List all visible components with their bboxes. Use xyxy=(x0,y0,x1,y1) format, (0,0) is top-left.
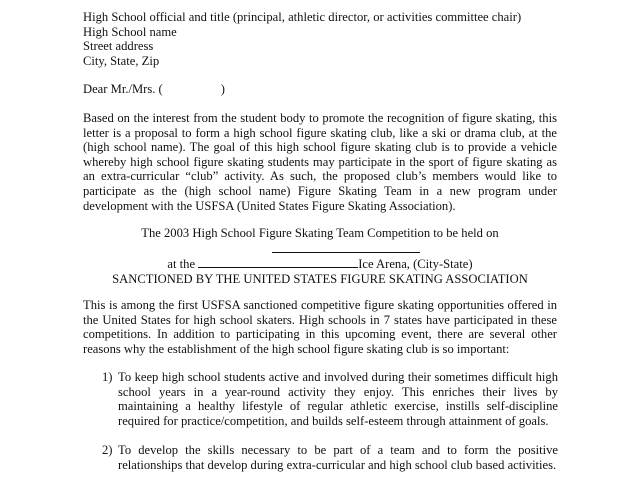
venue-prefix: at the xyxy=(167,257,199,272)
paragraph-line: reasons why the establishment of the high school figure skating club is so important: xyxy=(83,341,510,356)
competition-announcement xyxy=(83,226,557,286)
competition-heading: The 2003 High School Figure Skating Team Competition to be held on xyxy=(141,226,499,240)
paragraph-line: participate as the (high school name) Figure Skating Team in a new program under xyxy=(83,183,557,198)
paragraph-opportunity xyxy=(83,298,557,356)
paragraph-line: letter is a proposal to form a high school figure skating club, like a ski or drama club, at the xyxy=(83,125,557,140)
salutation-prefix: Dear Mr./Mrs. ( xyxy=(83,82,163,96)
salutation xyxy=(83,82,557,97)
reason-line: required for practice/competition, and builds self-esteem through attainment of goals. xyxy=(118,413,549,428)
address-city-state-zip: City, State, Zip xyxy=(83,53,160,68)
salutation-suffix: ) xyxy=(220,82,225,96)
reason-item-1 xyxy=(102,370,558,428)
paragraph-line: whereby high school figure skating students may participate in the sport of figure skating as xyxy=(83,154,557,169)
paragraph-line: the United States for high school skaters. High schools in 7 states have participated in these xyxy=(83,312,557,327)
address-school-name: High School name xyxy=(83,24,177,39)
reason-line: relationships that develop during extra-curricular and high school club based activities. xyxy=(118,457,557,472)
date-blank-line xyxy=(83,241,557,257)
paragraph-line: Based on the interest from the student body to promote the recognition of figure skating, this xyxy=(83,111,557,125)
paragraph-proposal xyxy=(83,111,557,213)
paragraph-line: an extra-curricular “club” activity. As such, the proposed club’s members would like to xyxy=(83,169,557,184)
reason-line: To keep high school students active and involved during their sometimes difficult high xyxy=(118,370,558,384)
venue-suffix: Ice Arena, (City-State) xyxy=(358,257,473,272)
reason-number: 2) xyxy=(102,443,113,457)
reason-number: 1) xyxy=(102,370,113,384)
paragraph-line: (high school name). The goal of this high school figure skating club is to provide a vehicle xyxy=(83,140,557,155)
paragraph-line: development with the USFSA (United States Figure Skating Association). xyxy=(83,198,456,213)
venue-line xyxy=(83,256,557,272)
reason-line: school years in a year-round activity they enjoy. This enriches their lives by xyxy=(118,384,558,399)
recipient-address xyxy=(83,10,557,68)
venue-blank xyxy=(198,256,358,268)
address-street: Street address xyxy=(83,39,154,54)
address-official: High School official and title (principal, athletic director, or activities committee chair) xyxy=(83,10,522,24)
paragraph-line: This is among the first USFSA sanctioned competitive figure skating opportunities offered in xyxy=(83,298,557,312)
reason-line: To develop the skills necessary to be part of a team and to form the positive xyxy=(118,443,558,457)
sanction-line: SANCTIONED BY THE UNITED STATES FIGURE SKATING ASSOCIATION xyxy=(112,271,528,286)
reason-line: maintaining a healthy lifestyle of regular athletic exercise, instills self-discipline xyxy=(118,399,558,414)
reason-item-2 xyxy=(102,443,558,472)
paragraph-line: competitions. In addition to participating in this upcoming event, there are several other xyxy=(83,327,557,342)
